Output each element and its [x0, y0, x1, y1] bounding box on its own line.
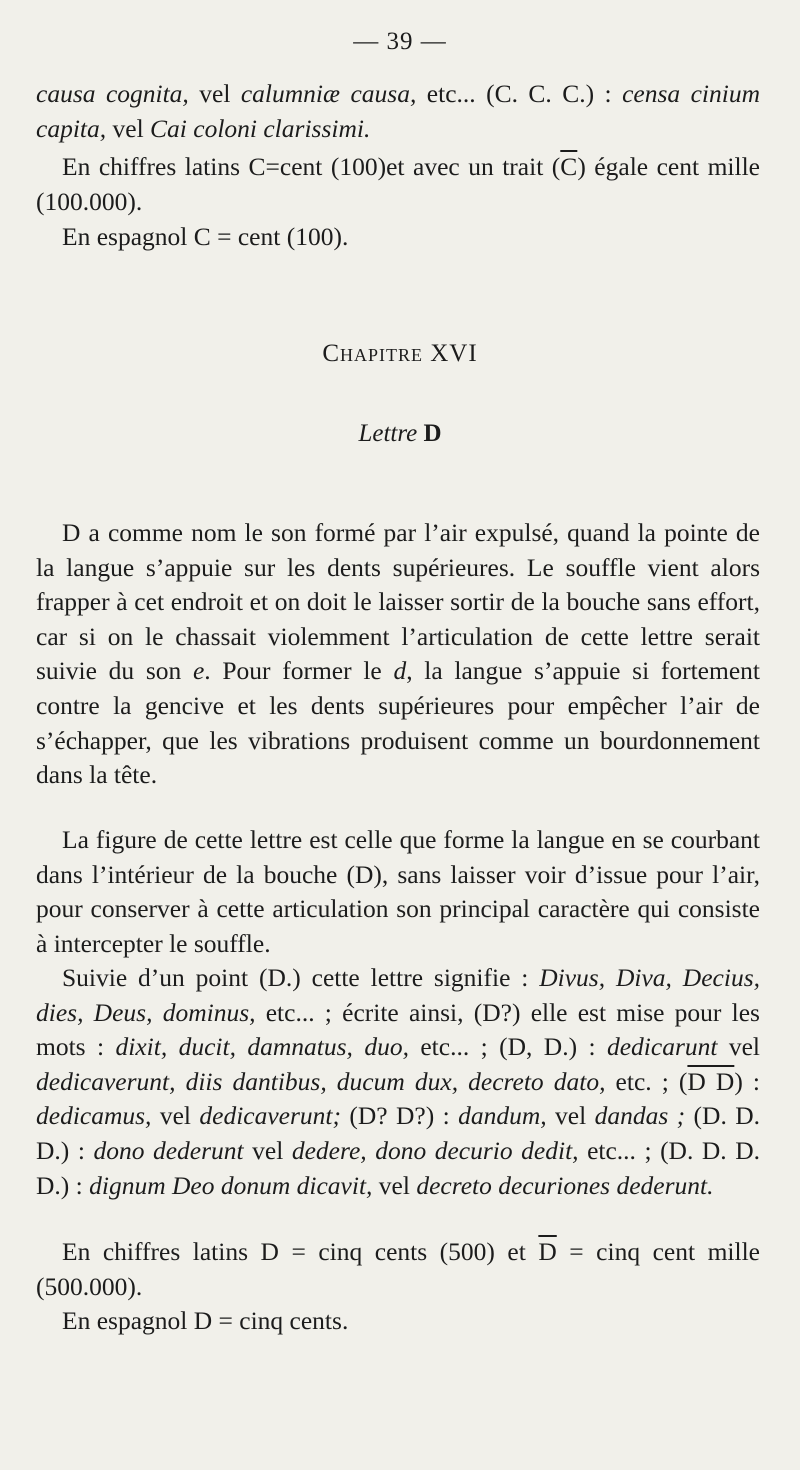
paragraph-pronunciation [36, 516, 760, 793]
italic-text: dedicaverunt, diis dantibus, ducum dux, decreto dato, [36, 1066, 606, 1096]
italic-text: causa cognita, [36, 79, 189, 108]
text: , la langue s’appuie si fortement contre la gencive et les dents supérieures pour empêcher l’air de s’échapper, que les vibrations produisent comme un bourdonnement dans la tête. [36, 656, 760, 790]
text: vel [188, 79, 241, 108]
italic-text: e [192, 656, 205, 686]
italic-text: dignum Deo donum dicavit, [89, 1170, 373, 1200]
text: . Pour former le [204, 656, 394, 686]
letter-prefix: Lettre [358, 420, 424, 447]
letter-heading [0, 420, 800, 448]
text: vel [151, 1101, 200, 1131]
italic-text: dedere, dono decurio dedit, [291, 1135, 579, 1165]
text: D a comme nom le son formé par l’air expulsé, quand la pointe de la langue s’appuie sur les dents supérieures. Le souffle vient alors frapper à cet endroit et on doit le laisser sortir de la bouche sans effort, car si on le chassait violemment l’articulation de cette lettre serait suivie du son [36, 518, 760, 686]
text: ) : [734, 1066, 760, 1096]
paragraph-latin-numerals-d [36, 1235, 760, 1304]
text: ) égale cent mille (100.000). [36, 152, 760, 216]
paragraph-latin-numerals-c [36, 150, 760, 219]
italic-text: dandas ; [594, 1101, 686, 1131]
italic-text: d [393, 656, 407, 686]
italic-text: dedicarunt [606, 1032, 718, 1062]
text: vel [243, 1135, 292, 1165]
text: etc... ; (D, D.) : [408, 1032, 607, 1062]
paragraph-spanish-c: En espagnol C = cent (100). [62, 222, 349, 251]
italic-text: dedicaverunt; [199, 1101, 341, 1131]
text: etc... (C. C. C.) : [416, 79, 623, 108]
paragraph-shape: La figure de cette lettre est celle que forme la langue en se courbant dans l’intérieur de la bouche (D), sans laisser voir d’issue pour l’air, pour conserver à cette articulation son principal caractère qui consiste à intercepter le souffle. [36, 825, 760, 958]
chapter-title: Chapitre XVI [322, 340, 478, 367]
text: vel [717, 1032, 761, 1062]
chapter-heading [0, 340, 800, 368]
text: En chiffres latins D = cinq cents (500) et [62, 1237, 539, 1266]
page-number: — 39 — [353, 28, 447, 55]
text: (D. D. D.) : [36, 1101, 760, 1165]
text: vel [546, 1101, 595, 1131]
overlined-letters: D D [687, 1066, 735, 1096]
italic-text: dixit, ducit, damnatus, duo, [115, 1032, 409, 1062]
text: etc... ; (D. D. D. D.) : [36, 1135, 760, 1200]
italic-text: Cai coloni clarissimi. [150, 113, 371, 143]
italic-text: dandum, [458, 1101, 547, 1131]
text: En chiffres latins C=cent (100)et avec un trait ( [62, 152, 561, 181]
text: (D? D?) : [340, 1101, 459, 1131]
text: etc... ; écrite ainsi, (D?) elle est mise pour les mots : [36, 997, 760, 1062]
text: etc. ; ( [605, 1066, 688, 1096]
paragraph-abbreviations [36, 961, 760, 1203]
text: vel [106, 113, 151, 143]
italic-text: Divus, Diva, Decius, dies, Deus, dominus, [36, 963, 760, 1027]
text: vel [372, 1170, 417, 1200]
overlined-letter: $\overline{C}$ [560, 152, 578, 181]
italic-text: dono dederunt [93, 1135, 244, 1165]
letter-glyph: D [423, 420, 442, 447]
paragraph-top-abbreviations [36, 77, 760, 146]
text: Suivie d’un point (D.) cette lettre signifie : [62, 963, 540, 992]
italic-text: censa cinium capita, [36, 79, 761, 143]
overlined-letter: $\overline{D}$ [538, 1237, 557, 1266]
paragraph-spanish-d: En espagnol D = cinq cents. [62, 1306, 349, 1335]
text: = cinq cent mille (500.000). [36, 1237, 760, 1301]
italic-text: calumniæ causa, [240, 79, 417, 108]
italic-text: decreto decuriones dederunt. [416, 1170, 714, 1200]
italic-text: dedicamus, [36, 1101, 152, 1131]
